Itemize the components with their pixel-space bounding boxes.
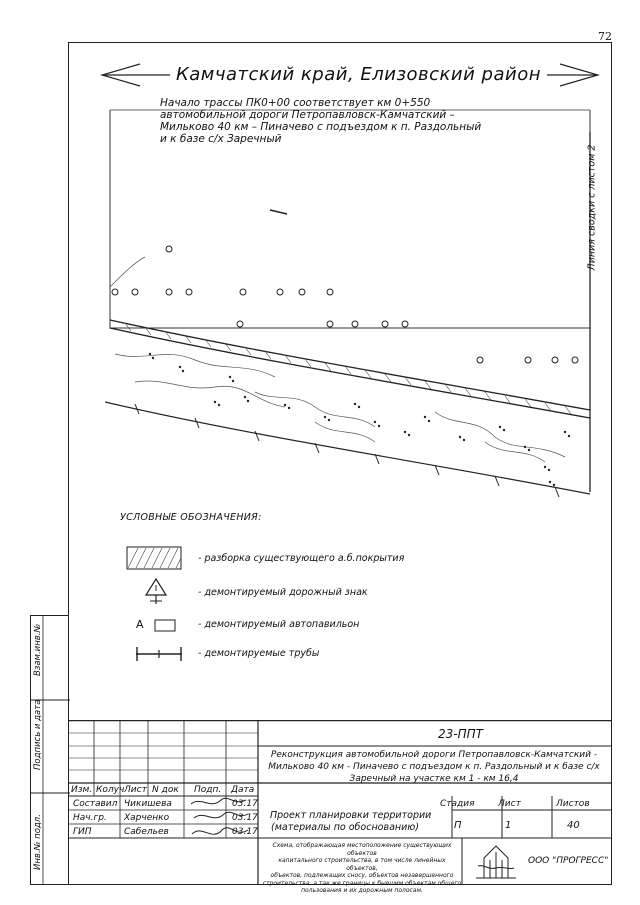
signer-name: Харченко <box>124 813 170 823</box>
signer-role: Составил <box>73 799 118 809</box>
project-title-line: Заречный на участке км 1 - км 16,4 <box>349 774 519 784</box>
sheet-header: Лист <box>498 799 521 809</box>
legend-item-pipes: - демонтируемые трубы <box>198 648 320 659</box>
company-name: ООО "ПРОГРЕСС" <box>528 856 609 866</box>
side-stamp-sign-date: Подпись и дата <box>33 699 43 770</box>
drawing-name-line: строительства, а так же границы к бывшим объектам общего <box>262 879 462 887</box>
signer-date: 03.17 <box>232 813 258 823</box>
start-note-line: и к базе с/х Заречный <box>160 133 282 145</box>
side-stamp-inv-no: Инв.№ подл. <box>33 814 43 870</box>
col-izm: Изм. <box>71 785 93 795</box>
doc-title <box>270 810 432 834</box>
col-ndok: N док <box>152 785 179 795</box>
signer-role: ГИП <box>73 827 92 837</box>
start-note-line: Начало трассы ПК0+00 соответствует км 0+550 <box>160 97 431 109</box>
start-note-line: автомобильной дороги Петропавловск-Камчатский – <box>160 109 455 121</box>
legend-item-road-sign: - демонтируемый дорожный знак <box>198 587 368 598</box>
col-list: Лист <box>124 785 147 795</box>
doc-title-line: (материалы по обоснованию) <box>271 822 419 833</box>
handwritten-signatures <box>186 794 256 846</box>
drawing-name-line: пользования и их дорожным полосам. <box>301 887 423 894</box>
side-stamp-replaced-inv: Взам.инв.№ <box>33 623 43 676</box>
signer-date: 03.17 <box>232 827 258 837</box>
match-line-label: Линия сводки с листом 2 <box>586 144 598 271</box>
stage-value: П <box>454 820 462 831</box>
drawing-name-line: капитального строительства, в том числе линейных объектов, <box>278 857 446 872</box>
pavilion-letter: А <box>136 618 144 631</box>
legend-item-pavilion: - демонтируемый автопавильон <box>198 619 360 630</box>
hatched-pavement-icon <box>126 546 182 570</box>
sheets-header: Листов <box>556 799 590 809</box>
drawing-code: 23-ППТ <box>438 727 483 741</box>
col-podp: Подп. <box>194 785 222 795</box>
signer-date: 03.17 <box>232 799 258 809</box>
signer-name: Чикишева <box>124 799 172 809</box>
col-date: Дата <box>231 785 255 795</box>
drawing-name-line: объектов, подлежащих сносу, объектов незавершенного <box>270 872 454 879</box>
stage-header: Стадия <box>440 799 475 809</box>
drawing-name-line: Схема, отображающая местоположение существующих объектов <box>272 842 452 857</box>
sheet-value: 1 <box>505 820 512 831</box>
route-start-note <box>160 97 520 145</box>
match-line-note <box>582 130 598 290</box>
pipe-icon <box>134 644 184 664</box>
project-title-line: Мильково 40 км - Пиначево с подъездом к п. Раздольный и к базе с/х <box>268 762 600 772</box>
road-sign-icon <box>144 577 168 605</box>
route-plan-map <box>105 92 595 512</box>
header-title: Камчатский край, Елизовский район <box>170 64 547 85</box>
page-number: 72 <box>598 30 612 43</box>
header-title-row <box>100 60 600 90</box>
bus-pavilion-icon <box>154 619 178 633</box>
sheets-value: 40 <box>567 820 580 831</box>
legend-heading: УСЛОВНЫЕ ОБОЗНАЧЕНИЯ: <box>120 512 262 523</box>
legend-item-pavement: - разборка существующего а.б.покрытия <box>198 553 405 564</box>
drawing-name <box>262 842 462 895</box>
company-logo <box>470 842 522 882</box>
project-title-line: Реконструкция автомобильной дороги Петропавловск-Камчатский - <box>270 750 598 760</box>
project-title <box>264 749 604 785</box>
signer-role: Нач.гр. <box>73 813 107 823</box>
doc-title-line: Проект планировки территории <box>270 810 432 821</box>
col-koluch: Колуч <box>96 785 125 795</box>
signer-name: Сабельев <box>124 827 169 837</box>
start-note-line: Мильково 40 км – Пиначево с подъездом к п. Раздольный <box>160 121 482 133</box>
